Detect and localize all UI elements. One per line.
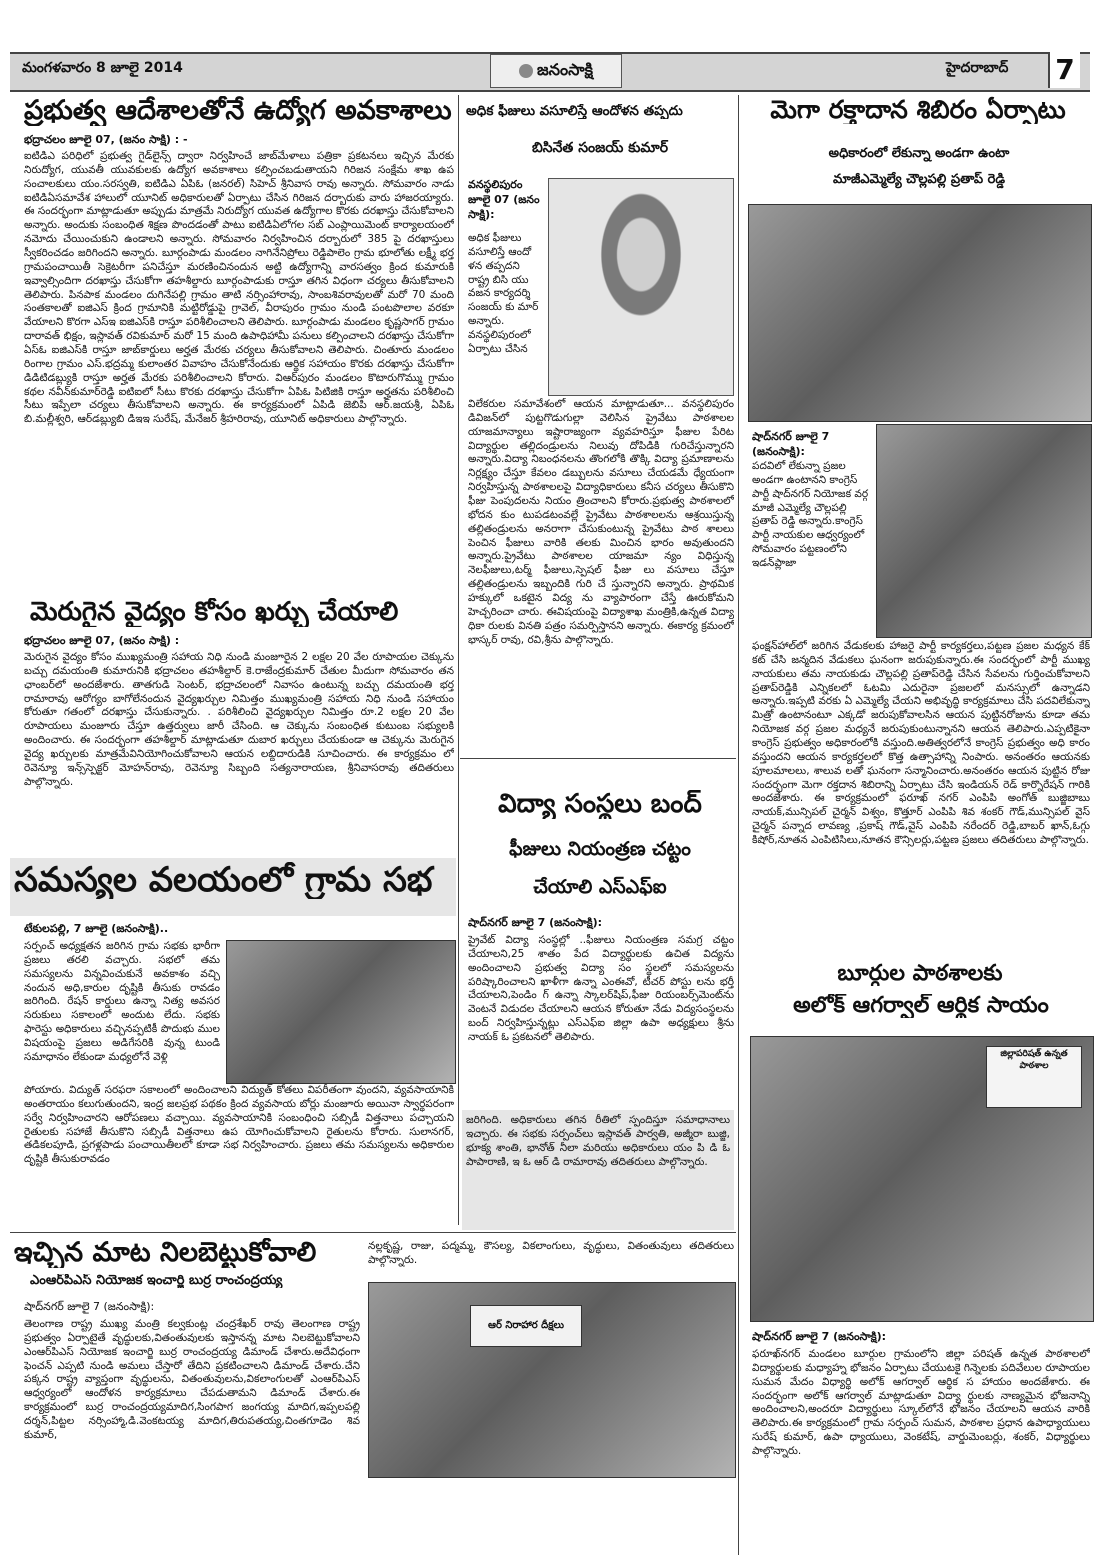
school-signboard: జిల్లాపరిషత్‌ ఉన్నత పాఠశాల — [986, 1046, 1082, 1108]
headline-jobs: ప్రభుత్వ ఆదేశాలతోనే ఉద్యోగ అవకాశాలు — [24, 96, 452, 126]
masthead-title: జనంసాక్షి — [537, 59, 593, 79]
article-body-promise-continued: నల్లకృష్ణ, రాజు, పద్మమ్మ, కౌసల్య, వికలాంగులు, వృద్ధులు, వితంతువులు తదితరులు పాల్గొన్నారు. — [368, 1240, 734, 1266]
dateline-fees: వనస్థలిపురం జూలై 07 (జనం సాక్షి): — [468, 178, 540, 221]
dateline-medical: భద్రాచలం జూలై 07, (జనం సాక్షి) : — [24, 634, 180, 647]
subhead-fees: బిసినేత సంజయ్‌ కుమార్‌ — [531, 140, 668, 156]
article-body-school-aid: ఫరూఖ్‌నగర్‌ మండలం బూర్గుల గ్రామంలోని జిల్లా పరిషత్‌ ఉన్నత పాఠశాలలో విద్యార్థులకు మధ్యాహ్న భోజనం ఏర్పాటు చేయుటకై గిన్నెలకు పదివేలుల రూపాయల సుమన మేదం విధ్యార్థి అలోక్‌ ఆగర్వాల్‌ ఆర్థిక స హాయం అందజేశారు. ఈ సందర్భంగా అలోక్‌ ఆగర్వాల్‌ మాట్లాడుతూ విద్యా ర్థులకు నాణ్యమైన భోజనాన్ని అందించాలని,అందరూ విద్యార్థులు స్కూల్‌లోనే భోజనం చేయాలని ఆయన వారికి తెలిపారు.ఈ కార్యక్రమంలో గ్రామ సర్పంచ్‌ సుమన, పాఠశాల ప్రధాన ఉపాధ్యాయులు సురేష్‌ కుమార్‌, ఉపా ధ్యాయులు, వెంకటేష్‌, వార్డుమెంబర్లు, శంకర్‌, విధ్యార్థులు పాల్గొన్నారు. — [752, 1348, 1090, 1458]
headline-medical: మెరుగైన వైద్యం కోసం ఖర్చు చేయాలి — [30, 598, 399, 627]
column-divider — [738, 95, 739, 1555]
article-body-blood-camp: ఫంక్షన్‌హాల్‌లో జరిగిన వేడుకలకు హాజరై పార్టీ కార్యకర్తలు,పట్టణ ప్రజల మధ్యన కేక్‌ కట్‌ చేసి జన్మదిన వేడుకలు ఘనంగా జరుపుకున్నారు.ఈ సందర్భంలో పార్టీ ముఖ్య నాయకులు తమ నాయకుడు చౌల్లపల్లి ప్రతాప్‌రెడ్డి చేసిన సేవలను గుర్తించుకోవాలని ప్రతాప్‌రెడ్డికి ఎన్నికలలో ఓటమి ఎదురైనా ప్రజలలో మనస్సులో ఉన్నాడని అన్నారు.ఇప్పటి వరకు ఏ ఎమ్మెల్యే చేయని అభివృద్ధి కార్యక్రమాలు చేసి పదవిలేకున్నా మిత్రో ఉంటానంటూ ఎక్కడో జరుపుకోవాలసిన ఆయన పుట్టినరోజును కూడా తమ నియోజక వర్గ ప్రజల మధ్యనే జరుపుకుంటున్నానని ఆయన తెలిపారు.ఎప్పటికైనా కాంగ్రెస్‌ ప్రభుత్వం అధికారంలోకి వస్తుంది.అతిత్వరలోనే కాంగ్రెస్‌ ప్రభుత్వం అధి కారం వస్తుందని ఆయన కార్యకర్తలలో కొత్త ఉత్సాహాన్ని నింపారు. అనంతరం ఆయనకు పూలమాలలు, శాలువ లతో ఘనంగా సన్మానించారు.అనంతరం ఆయన పుట్టిన రోజు సందర్భంగా మెగా రక్తదాన శిబిరాన్ని ఏర్పాటు చేసి ఇండియన్‌ రెడ్‌ కార్నొరేషన్‌ గారికి అందజేశారు. ఈ కార్యక్రమంలో ఫరూఖ్‌ నగర్‌ ఎంపిపి అంగోత్‌ బుజ్జిబాబు నాయక్‌,మున్సిపల్‌ చైర్మన్‌ విశ్వం, కొత్తూర్‌ ఎంపిపి శివ శంకర్‌ గౌడ్‌,మున్సిపల్‌ వైస్‌ చైర్మన్‌ పన్నాద లావణ్య ,ప్రకాష్‌ గౌడ్‌,వైస్‌ ఎంపిపి నరేందర్‌ రెడ్డి,బాబర్‌ ఖాన్‌,ఓగ్గు కిషోర్‌,నూతన ఎంపిటిసిలు,నూతన కౌన్సిలర్లు,పట్టణ ప్రజలు తదితరులు పాల్గొన్నారు. — [752, 640, 1090, 847]
masthead-emblem-icon — [519, 64, 533, 78]
headline-gramasabha: సమస్యల వలయంలో గ్రామ సభ — [14, 862, 433, 900]
article-body-bandh: ప్రైవేట్‌ విద్యా సంస్థల్లో ..ఫీజులు నియంత్రణ సమగ్ర చట్టం చేయాలని,25 శాతం పేద విద్యార్థులకు ఉచిత విద్యను అందించాలని ప్రభుత్వ విద్యా సం స్థలలో సమస్యలను పరిష్కారించాలని ఖాళీగా ఉన్నా ఎంఈవో, టీచర్‌ పోస్టు లను భర్తీ చేయాలని,పెండిం గ్‌ ఉన్నా స్కాలర్‌షిప్‌,ఫీజు రియంబర్స్‌మెంట్‌ను వెంటనే విడుదల చేయాలని ఆయన కోరుతూ నేడు విద్యసంస్థలను బంద్‌ నిర్వహిస్తున్నట్లు ఎస్‌ఎఫ్‌ఐ జిల్లా ఉపా అధ్యక్షులు శ్రీను నాయక్‌ ఓ ప్రకటనలో తెలిపారు. — [468, 934, 734, 1044]
dateline-blood-camp: షాద్‌నగర్‌ జూలై 7 (జనంసాక్షి): — [752, 430, 830, 458]
subhead-promise: ఎంఆర్‌పిఎస్‌ నియోజక ఇంచార్జి బుర్ర రాంచంద్రయ్య — [30, 1274, 283, 1288]
masthead-logo — [490, 54, 622, 88]
dateline-gramasabha: టేకులపల్లి, 7 జూలై (జనంసాక్షి).. — [24, 922, 169, 935]
subhead-bandh-2: చేయాలి ఎస్‌ఎఫ్‌ఐ — [533, 876, 667, 898]
headline-blood-camp: మెగా రక్తాదాన శిబిరం ఏర్పాటు — [770, 96, 1066, 124]
article-body-fees-intro: అధిక ఫీజులు వసూలిస్తే ఆందో ళన తప్పదని రాష్ట్ర బిసి యు వజన కార్యదర్శి సంజయ్‌ కు మార్‌ అన్నారు. వనస్థలిపురంలో ఏర్పాటు చేసిన — [468, 232, 539, 355]
subhead-bandh-1: ఫీజులు నియంత్రణ చట్టం — [509, 838, 691, 860]
dateline-school-aid: షాద్‌నగర్‌ జూలై 7 (జనంసాక్షి): — [752, 1330, 887, 1343]
column-divider — [458, 95, 459, 1225]
subhead-blood-camp-2: మాజీఎమ్మెల్యే చౌల్లపల్లి ప్రతాప్‌ రెడ్డి — [833, 172, 1005, 187]
headline-school-aid-1: బూర్గుల పాఠశాలకు — [837, 962, 1003, 986]
article-body-fees: విలేకరుల సమావేశంలో ఆయన మాట్లాడుతూ... వనస్థలిపురం డివిజన్‌లో పుట్టగొడుగుల్లా వెలిసిన ప్రైవేటు పాఠశాలల యాజమాన్యాలు ఇష్టారాజ్యంగా వ్యవహరిస్తూ ఫీజుల పేరిట విద్యార్థుల తల్లిదండ్రులను నిలువు దోపిడికి గురిచేస్తున్నారని అన్నారు.విద్యా నిబంధనలను తొంగలోకి తొక్కి విద్యా ప్రమాణాలను నిర్లక్ష్యం చేస్తూ కేవలం డబ్బులను వసూలు చేయడమే ధ్యేయంగా నిర్వహిస్తున్న పాఠశాలలపై విద్యాధికారులు కనీస చర్యలు తీసుకొని ఫీజు పెంపుదలను నియం త్రించాలని కోరారు.ప్రభుత్వ పాఠశాలలో భోదన కుం టుపడటంవల్లే ప్రైవేటు పాఠశాలలను ఆశ్రయిస్తున్న తల్లితండ్రులను అనరాగా చేసుకుంటున్న ప్రైవేటు పాఠ శాలలు పెంచిన ఫీజులు వారికి తలకు మించిన భారం అవుతుందని అన్నారు.ప్రైవేటు పాఠశాలల యాజమా న్యం విధిస్తున్న నెలఫీజులు,టర్మ్‌ ఫీజులు,స్పెషల్‌ ఫీజు లు వసూలు చేస్తూ తల్లితండ్రులను ఇబ్బందికి గురి చే స్తున్నారని అన్నారు. ప్రాథమిక హక్కులో ఒకటైన విద్య ను వ్యాపారంగా చేస్తే ఊరుకోమని హెచ్చరించా చారు. ఈవిషయంపై విద్యాశాఖ మంత్రికి,ఉన్నత విద్యా ధికా రులకు వినతి పత్రం సమర్పిస్తానని అన్నారు. ఈకార్య క్రమంలో భాస్కర్‌ రావు, రవి,శ్రీను పాల్గొన్నారు. — [468, 398, 734, 646]
headline-bandh: విద్యా సంస్థలు బంద్‌ — [498, 790, 702, 819]
dateline-bandh: షాద్‌నగర్‌ జూలై 7 (జనంసాక్షి): — [468, 916, 603, 929]
article-body-blood-camp-intro: పదవిలో లేకున్నా ప్రజల అండగా ఉంటానని కాంగ్రెస్‌ పార్టీ షాద్‌నగర్‌ నియోజక వర్గ మాజీ ఎమ్మెల్యే చౌల్లపల్లి ప్రతాప్‌ రెడ్డి అన్నారు.కాంగ్రెస్‌ పార్టీ నాయకుల ఆధ్వర్యంలో సోమవారం పట్టణంలోని ఇడన్‌ప్లాజా — [752, 460, 869, 570]
article-body-medical: మెరుగైన వైద్యం కోసం ముఖ్యమంత్రి సహాయ నిధి నుండి మంజూరైన 2 లక్షల 20 వేల రూపాయల చెక్కును బచ్చు దమయంతి కుమారునికి భద్రాచలం తహశీల్దార్‌ కె.రాజేంద్రకుమార్‌ చేతుల మీదుగా సోమవారం తన ఛాంబర్‌లో అందజేశారు. తాతగుడి సెంటర్‌, భద్రాచలంలో నివాసం ఉంటున్న బచ్చు దమయంతి భర్త రామారావు ఆరోగ్యం బాగోలేనందున వైద్యఖర్చుల నిమిత్తం ముఖ్యమంత్రి సహాయ నిధి నుండి సహాయం కోరుతూ గతంలో దరఖాస్తు చేసుకున్నారు. . పరిశీలించి వైద్యఖర్చుల నిమిత్తం రూ.2 లక్షల 20 వేల రూపాయలు మంజూరు చేస్తూ ఉత్తర్వులు జారీ చేసింది. ఆ చెక్కును సంబంధిత కుటుంబ సభ్యులకి అందించారు. ఈ సందర్భంగా తహశీల్దార్‌ మాట్లాడుతూ దుబార ఖర్చులు చేయకుండా ఆ చెక్కును మెరుగైన వైద్య ఖర్చులకు మాత్రమేవినియోగించుకోవాలని ఆయన లబ్దిదారుడికి సూచించారు. ఈ కార్యక్రమం లో రెవెన్యూ ఇన్స్‌స్పెక్టర్‌ మోహన్‌రావు, రెవెన్యూ సిబ్బంది సత్యనారాయణ, శ్రీనివాసరావు తదితరులు పాల్గొన్నారు. — [24, 651, 454, 788]
article-body-gramasabha: పోయారు. విద్యుత్‌ సరఫరా సకాలంలో అందించాలని విద్యుత్‌ కోతలు విపరీతంగా వుందని, వ్యవసాయానికి అంతరాయం కలుగుతుందని, ఇంద్ర జలప్రభ పథకం క్రింద వ్యవసాయ బోర్లు మంజూరు అయినా స్వార్థపరంగా సర్వే నిర్వహించారని ఆరోపణలు వచ్చాయి. వ్యవసాయానికి సంబంధించి సబ్సిడీ విత్తనాలు పచ్చాయని రైతులకు సహాజే తీసుకొని సబ్సిడీ విత్తనాలు ఉప యోగించుకోవాలని రైతులను కోరారు. సులానగర్‌, తడికలపూడి, ప్రగళ్లపాడు పంచాయితీలలో కూడా సభ నిర్వహించారు. ప్రజలు తమ సమస్యలను అధికారుల దృష్టికి తీసుకురావడం — [24, 1084, 454, 1166]
headline-promise: ఇచ్చిన మాట నిలబెట్టుకోవాలి — [14, 1238, 317, 1268]
dateline-jobs: భద్రాచలం జూలై 07, (జనం సాక్షి) : - — [24, 133, 188, 146]
protest-banner-sign: ఆర్‌ నిరాహార దీక్షలు — [470, 1305, 582, 1347]
subhead-blood-camp-1: అధికారంలో లేకున్నా అండగా ఉంటా — [828, 146, 1010, 161]
article-body-jobs: ఐటిడిఎ పరిధిలో ప్రభుత్వ గైడ్‌లైన్స్‌ ద్వారా నిర్వహించే జాబ్‌మేళాలు పత్రికా ప్రకటనలు ఇచ్చిన మేరకు నిరుద్యోగ, యువతీ యువకులకు ఉద్యోగ అవకాశాలు కల్పించబడుతాయని గిరిజన సంక్షేమ శాఖ ఉప సంచాలకులు యం.సరస్వతి, ఐటిడిఎ ఏపిఓ (జనరల్‌) సిహెచ్‌ శ్రీనివాస రావు అన్నారు. సోమవారం నాడు ఐటిడిఏసమావేశ హాలులో యూనిట్‌ అధికారులతో ఏర్పాటు చేసిన గిరిజన దర్బారుకు వారు హాజరయ్యారు. ఈ సందర్భంగా మాట్లాడుతూ అప్పుడు మాత్రమే నిరుద్యోగ యువత ఉద్యోగాల కొరకు దరఖాస్తు చేసుకోవాలని అన్నారు. అందుకు సంబంధిత శిక్షణ పొందడంతో పాటు ఐటిడిఏలోగల సబ్‌ ఎంప్లాయిమెంట్‌ కార్యాలయంలో నమోదు చేయించుకుని ఉండాలని అన్నారు. సోమవారం నిర్వహించిన దర్బారులో 385 పై దరఖాస్తులు స్వీకరించడం జరిగిందని అన్నారు. బూర్గంపాడు మండలం నాగినేనిప్రోలు రెడ్డిపాలెం గ్రామ భూలోతు లక్ష్మీ భర్త గ్రామపంచాయితీ సెక్రెటరీగా పనిచేస్తూ మరణించినందున అట్టి ఉద్యోగాన్ని వారసత్వం క్రింద కుమారుకి ఇవ్వాల్సిందిగా దరఖాస్తు చేసుకోగా తహశీల్దారు బూర్గంపాడుకు రాస్తూ తగిన విధంగా చర్యలు తీసుకోవాలని తెలిపారు. పినపాక మండలం దుగినేపల్లి గ్రామం తాటి నర్సింహారావు, సాంబశివరావులతో మరో 70 మంది సంతకాలతో ఐజిఎస్‌ క్రింద గ్రామానికి మట్టిరోడ్డుపై గ్రావెల్‌, వీరాపురం గ్రామం నుండి పంటపొలాల వరకూ వేయాలని కొరగా ఎస్‌ఇ ఐజిఎస్‌కి రాస్తూ పరిశీలించాలని తెలిపారు. బూర్గంపాడు మండలం కృష్ణసాగర్‌ గ్రామం దారావత్‌ భిక్షం, ఇస్లావత్‌ రవికుమార్‌ మరో 15 మంది ఉపాధిహామీ పనులు కల్పించాలని దరఖాస్తు చేసుకోగా ఏస్‌ఓ ఐజిఎస్‌కి రాస్తూ జాబ్‌కార్డులు అర్హత మేరకు చర్యలు తీసుకోవాలని తెలిపారు. చింతూరు మండలం రింగాల గ్రామం ఎస్‌.భద్రమ్మ కులాంతర వివాహం చేసుకోనేందుకు ఆర్థిక సహాయం కొరకు దరఖాస్తు చేసుకోగా డిడిటిడబ్ల్యుకి రాస్తూ అర్హత మేరకు పరిశీలించాలని కోరారు. విఆర్‌పురం మండలం కొటారుగొమ్ము గ్రామం కథల నవీన్‌కుమార్‌రెడ్డి ఐటిఐలో సీటు కొరకు దరఖాస్తు చేసుకోగా ఏపిఓ పిటిజికి రాస్తూ అర్హతను పరిశీలించి సీటు ఇప్పేలా చర్యలు తీసుకోవాలని అన్నారు. ఈ కార్యక్రమంలో ఏపిడి జెబిపి ఆర్‌.జయశ్రీ, ఏపిఓ బి.మల్లీశ్వరి, ఆర్‌డబ్ల్యుబి డిఇఇ సురేష్‌, మేనేజర్‌ శ్రీహరిరావు, యూనిట్‌ అధికారులు పాల్గొన్నారు. — [24, 150, 454, 426]
edition-city: హైదరాబాద్ — [946, 60, 1009, 76]
dateline-promise: షాద్‌నగర్‌ జూలై 7 (జనంసాక్షి): — [24, 1300, 155, 1313]
section-divider — [460, 758, 736, 759]
section-divider — [10, 1232, 736, 1233]
blood-donors-photo — [876, 424, 1092, 638]
person-portrait — [548, 178, 734, 396]
blood-camp-cake-photo — [748, 204, 1092, 422]
issue-date: మంగళవారం 8 జూలై 2014 — [22, 60, 183, 76]
article-body-promise: తెలంగాణ రాష్ట్ర ముఖ్య మంత్రి కల్వకుంట్ల చంద్రశేఖర్‌ రావు తెలంగాణ రాష్ట్ర ప్రభుత్వం ఏర్పాటైతే వృద్ధులకు,వితంతువులకు ఇస్తానన్న మాట నిలబెట్టుకోవాలని ఎంఆర్‌పిఎస్‌ నియోజక ఇంచార్జి బుర్ర రాంచంద్రయ్య డిమాండ్‌ చేశారు.అదేవిధంగా ఫెంచన్‌ ఎప్పటి నుండి అమలు చేస్తారో తేదిని ప్రకటించాలని డిమాండ్‌ చేశారు.చేని పక్కన రాష్ట్ర వ్యాప్తంగా వృద్ధులను, వితంతువులను,వికలాంగులతో ఎంఆర్‌పిఎస్‌ ఆధ్వర్యంలో ఆందోళన కార్యక్రమాలు చేపడుతామని డిమాండ్‌ చేశారు.ఈ కార్యక్రమంలో బుర్ర రాంచంద్రయ్యమాదిగ,సింగపాగ జంగయ్య మాదిగ,ఇప్పలపల్లి దర్శన్‌,పిట్టల నర్సింహ్మా,డి.వెంకటయ్య మాదిగ,తిరుపతయ్య,చింతగూడెం శివ కుమార్‌, — [24, 1318, 360, 1441]
page-number: 7 — [1048, 52, 1080, 88]
village-meeting-photo — [226, 940, 456, 1084]
headline-fees: అధిక ఫీజులు వసూలిస్తే ఆందోళన తప్పదు — [466, 104, 683, 119]
article-body-gramasabha-continued: జరిగింది. అధికారులు తగిన రీతిలో స్పందిస్తూ సమాధానాలు ఇచ్చారు. ఈ సభకు సర్పంచ్‌లు ఇస్లావత్‌ పార్వతి, అజ్మీరా బుజ్జి, భూక్య శాంతి, భానోత్‌ నీలా మరియు అధికారులు యం పి డి ఓ పాపారాణి, ఇ ఓ ఆర్‌ డి రామారావు తదితరులు పాల్గొన్నారు. — [466, 1114, 730, 1168]
article-body-gramasabha-intro: సర్పంచ్‌ అధ్యక్షతన జరిగిన గ్రామ సభకు భారీగా ప్రజలు తరలి వచ్చారు. సభలో తమ సమస్యలను విన్నవించుకునే అవకాశం వచ్చి నందున అధి,కారుల దృష్టికి తీసుకు రావడం జరిగింది. రేషన్‌ కార్డులు ఉన్నా నిత్య అవసర సరుకులు సకాలంలో అందుట లేదు. సభకు ఫారెస్టు అధికారులు వచ్చినప్పటికీ పొదుభు ముల విషయంపై ప్రజలు అడిగేసరికి వున్న టుండి సమాధానం లేకుండా మధ్యలోనే వెళ్లి — [24, 940, 220, 1063]
headline-school-aid-2: అలోక్‌ ఆగర్వాల్‌ ఆర్థిక సాయం — [793, 994, 1049, 1018]
